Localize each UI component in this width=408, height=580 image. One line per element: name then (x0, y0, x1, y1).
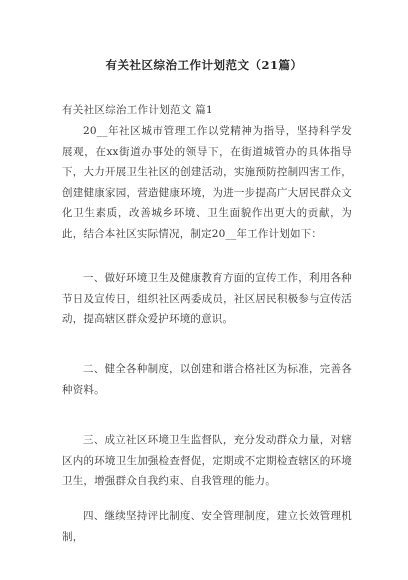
paragraph-item-4: 四、继续坚持评比制度、安全管理制度，建立长效管理机制， (62, 510, 352, 543)
paragraph-intro: 20__年社区城市管理工作以党精神为指导，坚持科学发展观，在xx街道办事处的领导下，在街道城管办的具体指导下，大力开展卫生社区的创建活动，实施预防控制四害工作，创建健康家园，营造健康环境，为进一步提高广大居民群众文化卫生素质，改善城乡环境、卫生面貌作出更大的贡献，为此，结合本社区实际情况，制定20__年工作计划如下： (62, 125, 352, 240)
document-title: 有关社区综治工作计划范文（21篇） (105, 58, 303, 72)
paragraph-item-1: 一、做好环境卫生及健康教育方面的宣传工作，利用各种节日及宣传日，组织社区两委成员，社区居民积极参与宣传活动，提高辖区群众爱护环境的意识。 (62, 272, 352, 325)
paragraph-item-2: 二、健全各种制度，以创建和谐合格社区为标准，完善各种资料。 (62, 363, 352, 396)
section-heading: 有关社区综治工作计划范文 篇1 (62, 104, 214, 116)
paragraph-item-3: 三、成立社区环境卫生监督队，充分发动群众力量，对辖区内的环境卫生加强检查督促，定期或不定期检查辖区的环境卫生，增强群众自我约束、自我管理的能力。 (62, 434, 352, 487)
